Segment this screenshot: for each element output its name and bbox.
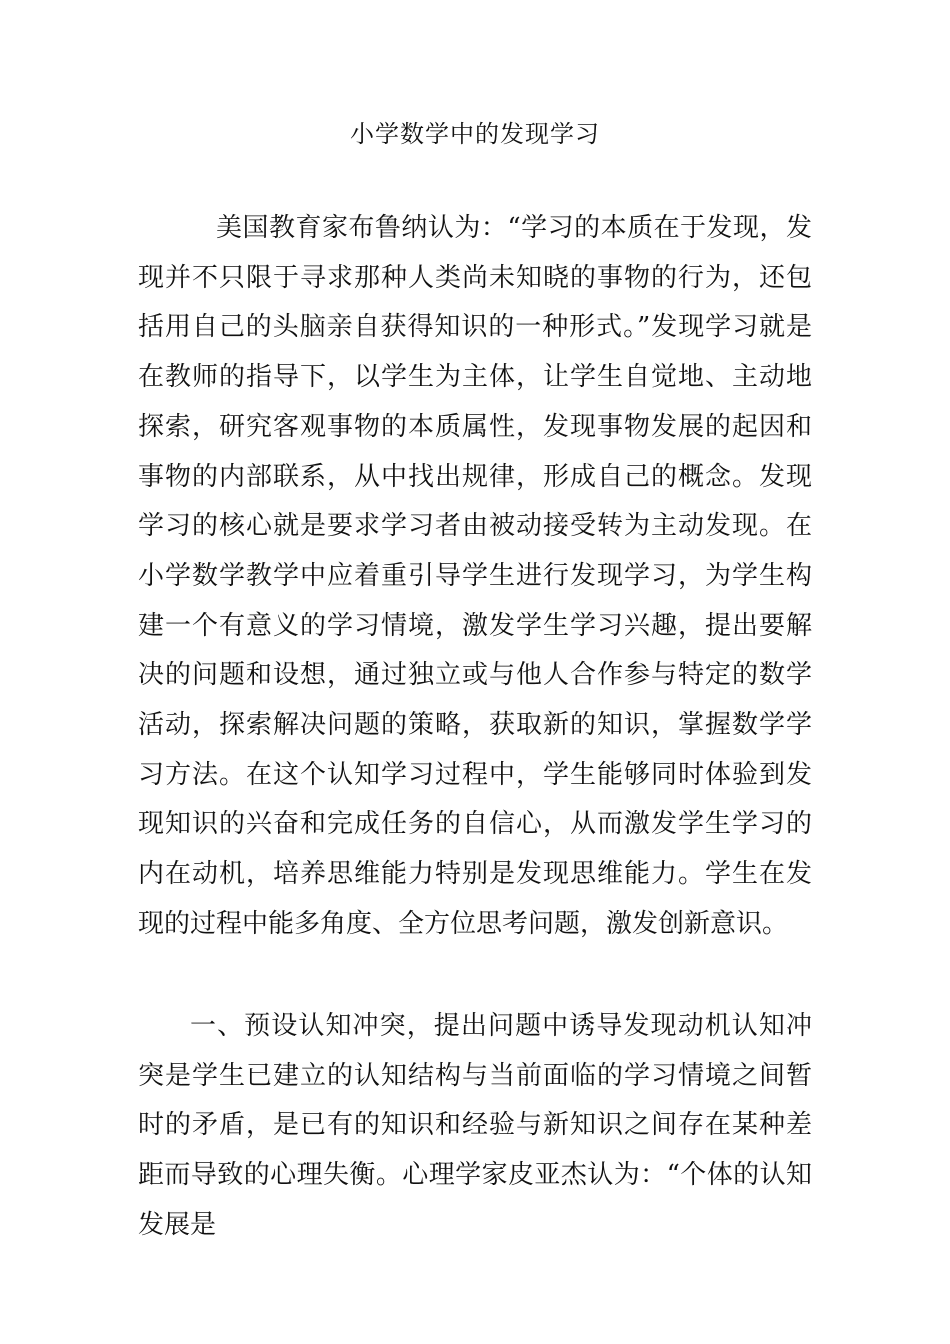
paragraph-intro: 美国教育家布鲁纳认为：“学习的本质在于发现，发现并不只限于寻求那种人类尚未知晓的事物的行为，还包括用自己的头脑亲自获得知识的一种形式。”发现学习就是在教师的指导下，以学生为主体，让学生自觉地、主动地探索，研究客观事物的本质属性，发现事物发展的起因和事物的内部联系，从中找出规律，形成自己的概念。发现学习的核心就是要求学习者由被动接受转为主动发现。在小学数学教学中应着重引导学生进行发现学习，为学生构建一个有意义的学习情境，激发学生学习兴趣，提出要解决的问题和设想，通过独立或与他人合作参与特定的数学活动，探索解决问题的策略，获取新的知识，掌握数学学习方法。在这个认知学习过程中，学生能够同时体验到发现知识的兴奋和完成任务的自信心，从而激发学生学习的内在动机，培养思维能力特别是发现思维能力。学生在发现的过程中能多角度、全方位思考问题，激发创新意识。 [138, 213, 812, 939]
document-title: 小学数学中的发现学习 [350, 120, 600, 148]
paragraph-section-one: 一、预设认知冲突，提出问题中诱导发现动机认知冲突是学生已建立的认知结构与当前面临的学习情境之间暂时的矛盾，是已有的知识和经验与新知识之间存在某种差距而导致的心理失衡。心理学家皮亚杰认为：“个体的认知发展是 [138, 1011, 812, 1240]
